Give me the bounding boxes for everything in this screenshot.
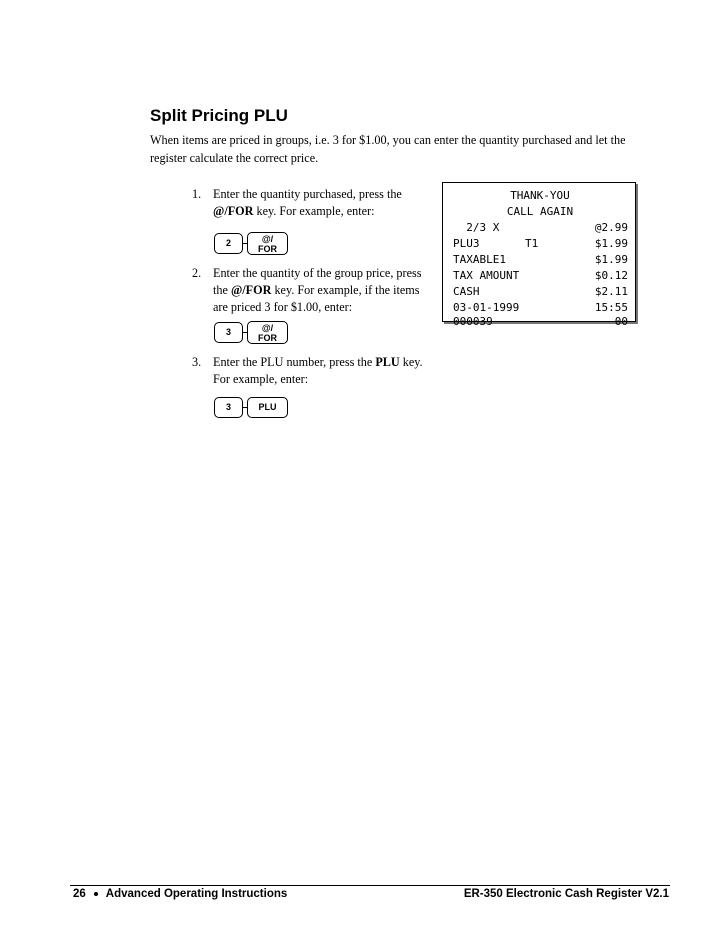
key-3: 3 [214, 322, 243, 343]
section-title: Split Pricing PLU [150, 106, 288, 125]
intro-paragraph: When items are priced in groups, i.e. 3 for $1.00, you can enter the quantity purchased and let the register calculate the correct price. [150, 133, 626, 165]
receipt-line: TAXABLE1 $1.99 [453, 253, 628, 266]
receipt-line: 000039 00 [453, 315, 628, 328]
step-number: 3. [192, 355, 202, 369]
step-text: Enter the quantity purchased, press the @/FOR key. For example, enter: [213, 187, 402, 218]
receipt-line: TAX AMOUNT $0.12 [453, 269, 628, 282]
page-number: 26 [73, 888, 86, 900]
key-plu: PLU [247, 397, 288, 418]
receipt [442, 182, 636, 328]
footer-section: Advanced Operating Instructions [105, 888, 288, 900]
footer-left [73, 888, 287, 900]
footer-product: ER-350 Electronic Cash Register V2.1 [463, 888, 669, 900]
step-number: 2. [192, 266, 202, 280]
step-text: Enter the quantity of the group price, press the @/FOR key. For example, if the items are priced 3 for $1.00, enter: [213, 266, 422, 314]
receipt-line: 2/3 X @2.99 [453, 221, 628, 234]
key-2: 2 [214, 233, 243, 254]
key-name: PLU [375, 355, 400, 369]
key-at-for: @/ FOR [247, 232, 288, 255]
key-at-for: @/ FOR [247, 321, 288, 344]
receipt-line: CASH $2.11 [453, 285, 628, 298]
key-name: @/FOR [230, 283, 272, 297]
step-number: 1. [192, 187, 202, 201]
receipt-line: 03-01-1999 15:55 [453, 301, 628, 314]
key-name: @/FOR [213, 204, 254, 218]
receipt-header: THANK-YOU [510, 189, 570, 202]
step-text: Enter the PLU number, press the PLU key. For example, enter: [213, 355, 423, 386]
footer-rule [70, 885, 670, 886]
key-3: 3 [214, 397, 243, 418]
receipt-line: PLU3 T1 $1.99 [453, 237, 628, 250]
bullet-icon [94, 892, 98, 896]
receipt-header: CALL AGAIN [506, 205, 574, 218]
